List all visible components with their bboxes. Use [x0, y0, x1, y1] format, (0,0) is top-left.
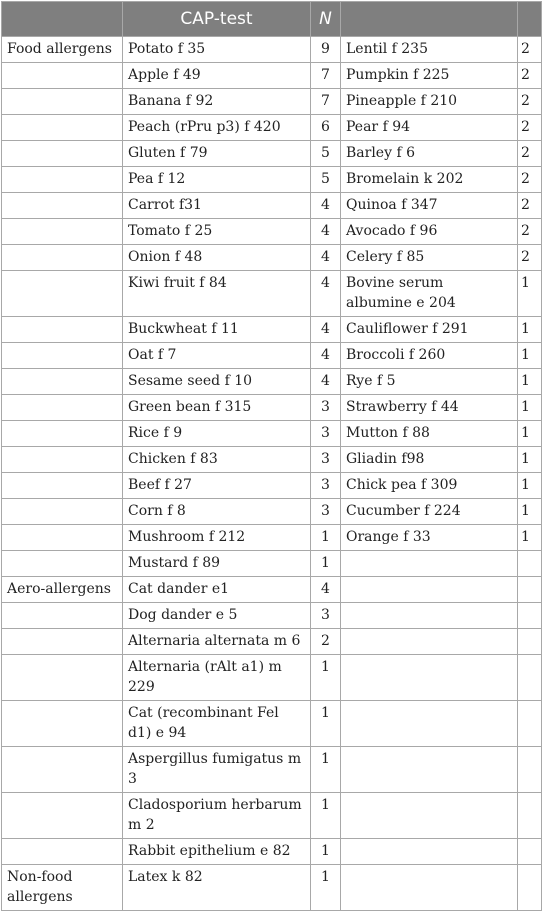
count-cell-2 [518, 629, 542, 655]
count-cell-2: 1 [518, 421, 542, 447]
count-cell-2: 1 [518, 317, 542, 343]
category-cell [2, 655, 123, 701]
test-name-cell-2 [341, 747, 518, 793]
count-cell: 4 [311, 245, 341, 271]
category-cell [2, 271, 123, 317]
test-name-cell: Gluten f 79 [123, 141, 311, 167]
count-cell-2: 2 [518, 141, 542, 167]
count-cell: 1 [311, 551, 341, 577]
category-cell: Non-food allergens [2, 865, 123, 911]
category-cell [2, 447, 123, 473]
test-name-cell: Green bean f 315 [123, 395, 311, 421]
count-cell: 1 [311, 655, 341, 701]
table-row [2, 271, 542, 317]
table-row [2, 141, 542, 167]
test-name-cell-2 [341, 839, 518, 865]
table-row [2, 343, 542, 369]
test-name-cell-2: Barley f 6 [341, 141, 518, 167]
test-name-cell: Mushroom f 212 [123, 525, 311, 551]
test-name-cell: Apple f 49 [123, 63, 311, 89]
count-cell: 3 [311, 395, 341, 421]
count-cell: 3 [311, 499, 341, 525]
category-cell [2, 499, 123, 525]
category-cell [2, 747, 123, 793]
test-name-cell-2: Lentil f 235 [341, 37, 518, 63]
test-name-cell-2 [341, 603, 518, 629]
test-name-cell-2 [341, 793, 518, 839]
category-cell: Food allergens [2, 37, 123, 63]
test-name-cell: Peach (rPru p3) f 420 [123, 115, 311, 141]
test-name-cell-2: Pineapple f 210 [341, 89, 518, 115]
header-n-2 [518, 2, 542, 37]
count-cell-2: 1 [518, 447, 542, 473]
count-cell-2 [518, 865, 542, 911]
count-cell-2 [518, 793, 542, 839]
count-cell: 6 [311, 115, 341, 141]
count-cell: 3 [311, 421, 341, 447]
category-cell [2, 219, 123, 245]
test-name-cell-2: Strawberry f 44 [341, 395, 518, 421]
test-name-cell: Beef f 27 [123, 473, 311, 499]
table-row [2, 219, 542, 245]
count-cell-2 [518, 551, 542, 577]
category-cell [2, 115, 123, 141]
table-row [2, 865, 542, 911]
table-row [2, 525, 542, 551]
category-cell [2, 369, 123, 395]
count-cell-2: 2 [518, 115, 542, 141]
table-row [2, 317, 542, 343]
count-cell: 4 [311, 219, 341, 245]
count-cell: 3 [311, 603, 341, 629]
test-name-cell-2: Bovine serum albumine e 204 [341, 271, 518, 317]
count-cell: 1 [311, 793, 341, 839]
test-name-cell: Kiwi fruit f 84 [123, 271, 311, 317]
test-name-cell: Alternaria alternata m 6 [123, 629, 311, 655]
count-cell-2: 2 [518, 63, 542, 89]
count-cell: 4 [311, 369, 341, 395]
table-row [2, 395, 542, 421]
table-row [2, 577, 542, 603]
category-cell [2, 603, 123, 629]
count-cell: 1 [311, 839, 341, 865]
test-name-cell: Sesame seed f 10 [123, 369, 311, 395]
count-cell: 1 [311, 865, 341, 911]
test-name-cell: Rice f 9 [123, 421, 311, 447]
count-cell: 4 [311, 193, 341, 219]
table-row [2, 747, 542, 793]
category-cell: Aero-allergens [2, 577, 123, 603]
count-cell: 4 [311, 271, 341, 317]
table-row [2, 193, 542, 219]
category-cell [2, 551, 123, 577]
count-cell-2 [518, 839, 542, 865]
count-cell: 1 [311, 525, 341, 551]
test-name-cell-2: Cucumber f 224 [341, 499, 518, 525]
test-name-cell: Mustard f 89 [123, 551, 311, 577]
count-cell-2: 1 [518, 369, 542, 395]
category-cell [2, 793, 123, 839]
count-cell-2: 1 [518, 525, 542, 551]
test-name-cell: Alternaria (rAlt a1) m 229 [123, 655, 311, 701]
test-name-cell-2 [341, 577, 518, 603]
count-cell: 1 [311, 701, 341, 747]
table-row [2, 245, 542, 271]
category-cell [2, 89, 123, 115]
count-cell-2: 1 [518, 473, 542, 499]
category-cell [2, 395, 123, 421]
category-cell [2, 629, 123, 655]
count-cell-2: 2 [518, 245, 542, 271]
test-name-cell-2: Quinoa f 347 [341, 193, 518, 219]
table-row [2, 167, 542, 193]
count-cell: 4 [311, 317, 341, 343]
table-row [2, 655, 542, 701]
test-name-cell: Rabbit epithelium e 82 [123, 839, 311, 865]
test-name-cell-2 [341, 655, 518, 701]
table-row [2, 551, 542, 577]
table-row [2, 473, 542, 499]
count-cell: 7 [311, 63, 341, 89]
category-cell [2, 63, 123, 89]
category-cell [2, 343, 123, 369]
category-cell [2, 525, 123, 551]
test-name-cell-2: Cauliflower f 291 [341, 317, 518, 343]
category-cell [2, 473, 123, 499]
table-row [2, 421, 542, 447]
test-name-cell: Onion f 48 [123, 245, 311, 271]
category-cell [2, 421, 123, 447]
count-cell-2: 1 [518, 499, 542, 525]
count-cell-2 [518, 701, 542, 747]
test-name-cell-2 [341, 629, 518, 655]
count-cell: 4 [311, 343, 341, 369]
table-row [2, 701, 542, 747]
table-row [2, 603, 542, 629]
table-row [2, 369, 542, 395]
table-row [2, 37, 542, 63]
category-cell [2, 317, 123, 343]
test-name-cell: Carrot f31 [123, 193, 311, 219]
table-row [2, 499, 542, 525]
test-name-cell-2: Avocado f 96 [341, 219, 518, 245]
category-cell [2, 193, 123, 219]
test-name-cell: Banana f 92 [123, 89, 311, 115]
test-name-cell: Chicken f 83 [123, 447, 311, 473]
count-cell-2: 2 [518, 37, 542, 63]
test-name-cell-2 [341, 551, 518, 577]
test-name-cell-2: Gliadin f98 [341, 447, 518, 473]
test-name-cell: Aspergillus fumigatus m 3 [123, 747, 311, 793]
count-cell-2: 2 [518, 89, 542, 115]
test-name-cell: Corn f 8 [123, 499, 311, 525]
count-cell: 9 [311, 37, 341, 63]
test-name-cell-2: Orange f 33 [341, 525, 518, 551]
count-cell: 2 [311, 629, 341, 655]
category-cell [2, 141, 123, 167]
header-category [2, 2, 123, 37]
test-name-cell: Dog dander e 5 [123, 603, 311, 629]
count-cell-2 [518, 655, 542, 701]
category-cell [2, 245, 123, 271]
count-cell: 5 [311, 167, 341, 193]
test-name-cell: Potato f 35 [123, 37, 311, 63]
test-name-cell-2 [341, 701, 518, 747]
test-name-cell: Cat (recombinant Fel d1) e 94 [123, 701, 311, 747]
test-name-cell: Oat f 7 [123, 343, 311, 369]
count-cell: 7 [311, 89, 341, 115]
table-row [2, 115, 542, 141]
allergen-table [1, 1, 542, 911]
count-cell-2: 2 [518, 167, 542, 193]
test-name-cell-2: Mutton f 88 [341, 421, 518, 447]
header-n: N [311, 2, 341, 37]
count-cell-2: 1 [518, 343, 542, 369]
count-cell: 4 [311, 577, 341, 603]
test-name-cell-2: Broccoli f 260 [341, 343, 518, 369]
table-body [2, 37, 542, 911]
test-name-cell-2: Pear f 94 [341, 115, 518, 141]
test-name-cell-2: Pumpkin f 225 [341, 63, 518, 89]
table-header-row [2, 2, 542, 37]
test-name-cell: Tomato f 25 [123, 219, 311, 245]
category-cell [2, 167, 123, 193]
test-name-cell: Buckwheat f 11 [123, 317, 311, 343]
header-cap-test: CAP-test [123, 2, 311, 37]
test-name-cell: Cladosporium herbarum m 2 [123, 793, 311, 839]
header-cap-test-2 [341, 2, 518, 37]
test-name-cell: Pea f 12 [123, 167, 311, 193]
count-cell: 3 [311, 473, 341, 499]
count-cell-2 [518, 603, 542, 629]
test-name-cell-2: Celery f 85 [341, 245, 518, 271]
count-cell: 1 [311, 747, 341, 793]
category-cell [2, 839, 123, 865]
test-name-cell-2: Bromelain k 202 [341, 167, 518, 193]
count-cell-2 [518, 747, 542, 793]
test-name-cell-2: Rye f 5 [341, 369, 518, 395]
count-cell-2: 1 [518, 271, 542, 317]
test-name-cell: Cat dander e1 [123, 577, 311, 603]
table-row [2, 63, 542, 89]
test-name-cell-2: Chick pea f 309 [341, 473, 518, 499]
test-name-cell: Latex k 82 [123, 865, 311, 911]
table-row [2, 447, 542, 473]
table-row [2, 793, 542, 839]
count-cell: 3 [311, 447, 341, 473]
count-cell-2: 1 [518, 395, 542, 421]
category-cell [2, 701, 123, 747]
count-cell-2: 2 [518, 219, 542, 245]
table-row [2, 839, 542, 865]
table-row [2, 89, 542, 115]
count-cell: 5 [311, 141, 341, 167]
count-cell-2 [518, 577, 542, 603]
table-row [2, 629, 542, 655]
test-name-cell-2 [341, 865, 518, 911]
count-cell-2: 2 [518, 193, 542, 219]
